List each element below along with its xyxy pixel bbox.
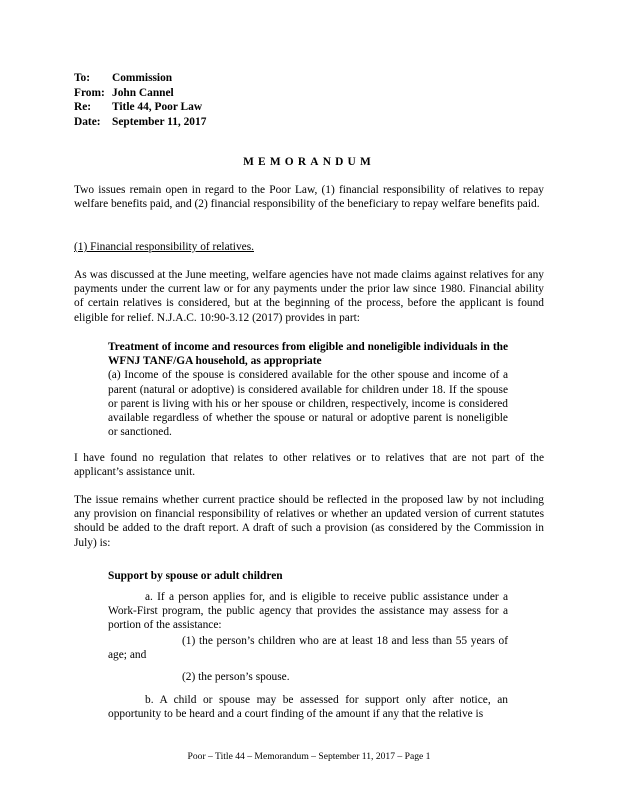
quote-body: (a) Income of the spouse is considered available for the other spouse and income of a parent (natural or adoptive) is considered available for children under 18. If the spouse or parent is living with his or her spouse or children, respectively, income is considered available regardless of whether the spouse or natural or adoptive parent is noneligible or sanctioned. [108, 369, 508, 439]
re-row [74, 100, 206, 115]
to-label: To: [74, 72, 91, 84]
draft-item-a2: (2) the person’s spouse. [182, 671, 290, 683]
from-value: John Cannel [112, 86, 174, 99]
intro-paragraph: Two issues remain open in regard to the Poor Law, (1) financial responsibility of relatives to repay welfare benefits paid, and (2) financial responsibility of the beneficiary to repay welfare benefits paid. [74, 184, 544, 211]
date-label: Date: [74, 115, 101, 128]
paragraph-2: I have found no regulation that relates to other relatives or to relatives that are not part of the applicant’s assistance unit. [74, 452, 544, 479]
draft-heading: Support by spouse or adult children [108, 570, 283, 582]
paragraph-1: As was discussed at the June meeting, welfare agencies have not made claims against relatives for any payments under the current law or for any payments under the prior law since 1980. Financial ability of certain relatives is considered, but at the beginning of the process, before the applicant is found eligible for relief. N.J.A.C. 10:90-3.12 (2017) provides in part: [74, 269, 544, 324]
to-row [74, 71, 206, 86]
from-row [74, 86, 206, 101]
draft-subsection-a: a. If a person applies for, and is eligible to receive public assistance under a Work-First program, the public agency that provides the assistance may assess for a portion of the assistance: [108, 591, 508, 632]
regulation-quote [108, 340, 508, 439]
memo-header [74, 71, 206, 129]
quote-heading: Treatment of income and resources from eligible and noneligible individuals in the WFNJ TANF/GA household, as appropriate [108, 341, 508, 368]
re-value: Title 44, Poor Law [112, 101, 203, 114]
page-footer: Poor – Title 44 – Memorandum – September 11, 2017 – Page 1 [187, 751, 431, 762]
draft-item-a1-text: (1) the person’s children who are at least 18 and less than 55 years of age; and [108, 635, 508, 662]
section1-heading: (1) Financial responsibility of relatives. [74, 241, 254, 253]
from-label: From: [74, 86, 105, 99]
to-value: Commission [112, 72, 173, 84]
date-value: September 11, 2017 [112, 115, 207, 128]
date-row [74, 115, 206, 130]
paragraph-3: The issue remains whether current practice should be reflected in the proposed law by not including any provision on financial responsibility of relatives or whether an updated version of current statutes should be added to the draft report. A draft of such a provision (as considered by the Commission in July) is: [74, 494, 544, 549]
memo-title: MEMORANDUM [243, 156, 375, 168]
draft-item-a1 [108, 634, 508, 662]
draft-subsection-b: b. A child or spouse may be assessed for support only after notice, an opportunity to be heard and a court finding of the amount if any that the relative is [108, 694, 508, 721]
re-label: Re: [74, 101, 92, 114]
